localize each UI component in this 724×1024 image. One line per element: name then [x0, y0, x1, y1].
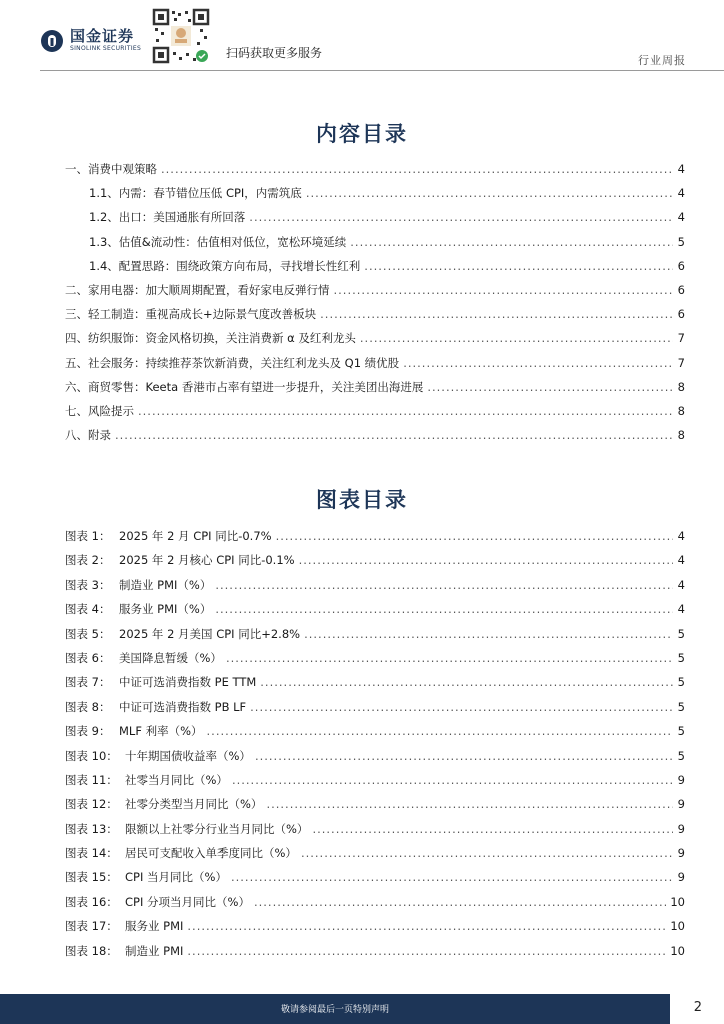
toc-item[interactable]	[65, 209, 685, 233]
toc-item-label: 二、家用电器：加大顺周期配置，看好家电反弹行情	[65, 282, 330, 297]
figure-number: 图表 18：	[65, 943, 118, 958]
toc-item-label: 一、消费中观策略	[65, 162, 157, 176]
figure-label: 制造业 PMI	[125, 943, 184, 958]
figure-label: 社零当月同比（%）	[125, 772, 228, 787]
figure-number: 图表 3：	[65, 577, 111, 592]
toc-item-page: 4	[677, 186, 685, 201]
toc-leader	[306, 186, 673, 200]
toc-item-label: 五、社会服务：持续推荐茶饮新消费，关注红利龙头及 Q1 绩优股	[65, 355, 400, 370]
figure-label: 中证可选消费指数 PE TTM	[119, 675, 257, 690]
figure-page: 5	[677, 699, 685, 714]
figure-item[interactable]	[65, 894, 685, 918]
figure-leader	[276, 529, 673, 543]
figure-page: 5	[677, 650, 685, 665]
figure-page: 5	[677, 626, 685, 641]
figure-label: 服务业 PMI（%）	[119, 602, 212, 617]
figure-label: 居民可支配收入单季度同比（%）	[125, 846, 297, 861]
figure-number: 图表 15：	[65, 870, 118, 885]
figure-page: 5	[677, 748, 685, 763]
figure-leader	[255, 749, 673, 763]
page-number: 2	[693, 1000, 702, 1015]
figure-item[interactable]	[65, 552, 685, 576]
figure-number: 图表 12：	[65, 797, 118, 812]
toc-item-page: 6	[677, 282, 685, 297]
toc-item-page: 6	[677, 258, 685, 273]
figure-item[interactable]	[65, 796, 685, 820]
figure-number: 图表 1：	[65, 529, 111, 543]
figure-item[interactable]	[65, 748, 685, 772]
figure-label: CPI 当月同比（%）	[125, 870, 227, 885]
figure-page: 9	[677, 821, 685, 836]
figure-item[interactable]	[65, 601, 685, 625]
toc-leader	[427, 380, 673, 394]
figure-label: 2025 年 2 月 CPI 同比-0.7%	[119, 529, 272, 543]
figure-page: 4	[677, 577, 685, 592]
toc-leader	[138, 404, 673, 418]
figure-item[interactable]	[65, 845, 685, 869]
figure-item[interactable]	[65, 869, 685, 893]
figure-page: 10	[670, 919, 685, 934]
figure-label: CPI 分项当月同比（%）	[125, 894, 250, 909]
toc-leader	[161, 162, 673, 176]
toc-item[interactable]	[65, 427, 685, 451]
figure-label: 服务业 PMI	[125, 919, 184, 934]
figure-label: 十年期国债收益率（%）	[125, 748, 251, 763]
toc-item-label: 1.2、出口：美国通胀有所回落	[89, 210, 246, 225]
toc-leader	[403, 356, 673, 370]
figure-item[interactable]	[65, 772, 685, 796]
figure-number: 图表 5：	[65, 626, 111, 641]
figure-page: 5	[677, 724, 685, 739]
figure-leader	[304, 627, 673, 641]
toc-leader	[115, 428, 673, 442]
toc-item-page: 4	[677, 162, 685, 176]
toc-item-label: 六、商贸零售：Keeta 香港市占率有望进一步提升，关注美团出海进展	[65, 379, 424, 394]
toc-item-page: 7	[677, 355, 685, 370]
figure-page: 5	[677, 675, 685, 690]
figure-label: MLF 利率（%）	[119, 724, 203, 739]
toc-item-label: 1.4、配置思路：围绕政策方向布局，寻找增长性红利	[89, 258, 361, 273]
figure-number: 图表 9：	[65, 724, 111, 739]
toc-item[interactable]	[65, 161, 685, 185]
qr-code-icon[interactable]	[152, 8, 210, 64]
figure-label: 中证可选消费指数 PB LF	[119, 699, 247, 714]
figure-item[interactable]	[65, 528, 685, 552]
figure-label: 2025 年 2 月核心 CPI 同比-0.1%	[119, 553, 295, 568]
logo-chinese-name: 国金证券	[70, 27, 135, 45]
toc-item-page: 7	[677, 331, 685, 346]
toc-item[interactable]	[65, 258, 685, 282]
figure-number: 图表 4：	[65, 602, 111, 617]
figure-number: 图表 13：	[65, 821, 118, 836]
toc-item[interactable]	[65, 379, 685, 403]
toc-leader	[350, 235, 673, 249]
figure-list-title: 图表目录	[316, 487, 408, 512]
toc-item[interactable]	[65, 306, 685, 330]
qr-caption: 扫码获取更多服务	[226, 46, 323, 60]
figure-leader	[215, 602, 673, 616]
toc-leader	[360, 331, 673, 345]
figure-leader	[231, 870, 673, 884]
logo-english-name: SINOLINK SECURITIES	[70, 45, 142, 52]
figure-page: 4	[677, 553, 685, 568]
figure-page: 9	[677, 870, 685, 885]
toc-item-label: 1.3、估值&流动性：估值相对低位，宽松环境延续	[89, 234, 347, 249]
toc-item[interactable]	[65, 403, 685, 427]
toc-list	[65, 161, 685, 451]
figure-number: 图表 16：	[65, 894, 118, 909]
figure-number: 图表 6：	[65, 650, 111, 665]
figure-leader	[260, 675, 673, 689]
figure-leader	[207, 724, 673, 738]
toc-item-page: 8	[677, 428, 685, 443]
toc-item-page: 8	[677, 379, 685, 394]
figure-page: 9	[677, 846, 685, 861]
toc-item-page: 8	[677, 403, 685, 418]
toc-item[interactable]	[65, 330, 685, 354]
figure-item[interactable]	[65, 821, 685, 845]
figure-number: 图表 17：	[65, 919, 118, 934]
company-logo	[40, 28, 141, 53]
figure-page: 10	[670, 894, 685, 909]
toc-item[interactable]	[65, 185, 685, 209]
figure-leader	[187, 919, 666, 933]
toc-item-label: 七、风险提示	[65, 403, 134, 418]
figure-item[interactable]	[65, 674, 685, 698]
figure-label: 制造业 PMI（%）	[119, 577, 212, 592]
figure-number: 图表 8：	[65, 699, 111, 714]
figure-label: 社零分类型当月同比（%）	[125, 797, 263, 812]
figure-item[interactable]	[65, 577, 685, 601]
toc-leader	[320, 307, 673, 321]
toc-item[interactable]	[65, 234, 685, 258]
toc-item-page: 4	[677, 210, 685, 225]
footer-disclaimer-note[interactable]: 敬请参阅最后一页特别声明	[280, 1005, 389, 1015]
figure-leader	[266, 797, 673, 811]
document-type-label: 行业周报	[638, 54, 686, 67]
figure-item[interactable]	[65, 943, 685, 967]
figure-leader	[299, 553, 673, 567]
toc-item-label: 三、轻工制造：重视高成长+边际景气度改善板块	[65, 307, 317, 322]
toc-title: 内容目录	[316, 121, 408, 146]
figure-page: 4	[677, 529, 685, 543]
toc-leader	[249, 210, 673, 224]
page-header	[0, 0, 724, 70]
figure-label: 2025 年 2 月美国 CPI 同比+2.8%	[119, 626, 301, 641]
figure-leader	[226, 651, 673, 665]
toc-item-label: 1.1、内需：春节错位压低 CPI，内需筑底	[89, 186, 302, 201]
header-divider	[40, 70, 724, 71]
figure-page: 10	[670, 943, 685, 958]
figure-number: 图表 14：	[65, 846, 118, 861]
figure-leader	[187, 944, 666, 958]
figure-page: 9	[677, 797, 685, 812]
figure-page: 4	[677, 602, 685, 617]
toc-item-label: 八、附录	[65, 428, 111, 443]
figure-item[interactable]	[65, 626, 685, 650]
figure-leader	[215, 578, 673, 592]
toc-item[interactable]	[65, 355, 685, 379]
figure-page: 9	[677, 772, 685, 787]
toc-leader	[334, 283, 674, 297]
figure-leader	[254, 895, 666, 909]
figure-number: 图表 2：	[65, 553, 111, 568]
figure-number: 图表 10：	[65, 748, 118, 763]
sinolink-logo-icon	[40, 29, 64, 53]
toc-item-label: 四、纺织服饰：资金风格切换，关注消费新 α 及红利龙头	[65, 331, 356, 346]
figure-leader	[250, 700, 673, 714]
figure-item[interactable]	[65, 918, 685, 942]
figure-item[interactable]	[65, 699, 685, 723]
figure-item[interactable]	[65, 650, 685, 674]
figure-item[interactable]	[65, 723, 685, 747]
figure-list	[65, 528, 685, 967]
toc-item-page: 5	[677, 234, 685, 249]
figure-leader	[232, 773, 673, 787]
figure-number: 图表 11：	[65, 772, 118, 787]
figure-number: 图表 7：	[65, 675, 111, 690]
toc-item[interactable]	[65, 282, 685, 306]
figure-label: 限额以上社零分行业当月同比（%）	[125, 821, 309, 836]
toc-item-page: 6	[677, 307, 685, 322]
figure-leader	[301, 846, 673, 860]
figure-leader	[312, 822, 673, 836]
figure-label: 美国降息暂缓（%）	[119, 650, 222, 665]
toc-leader	[364, 259, 673, 273]
